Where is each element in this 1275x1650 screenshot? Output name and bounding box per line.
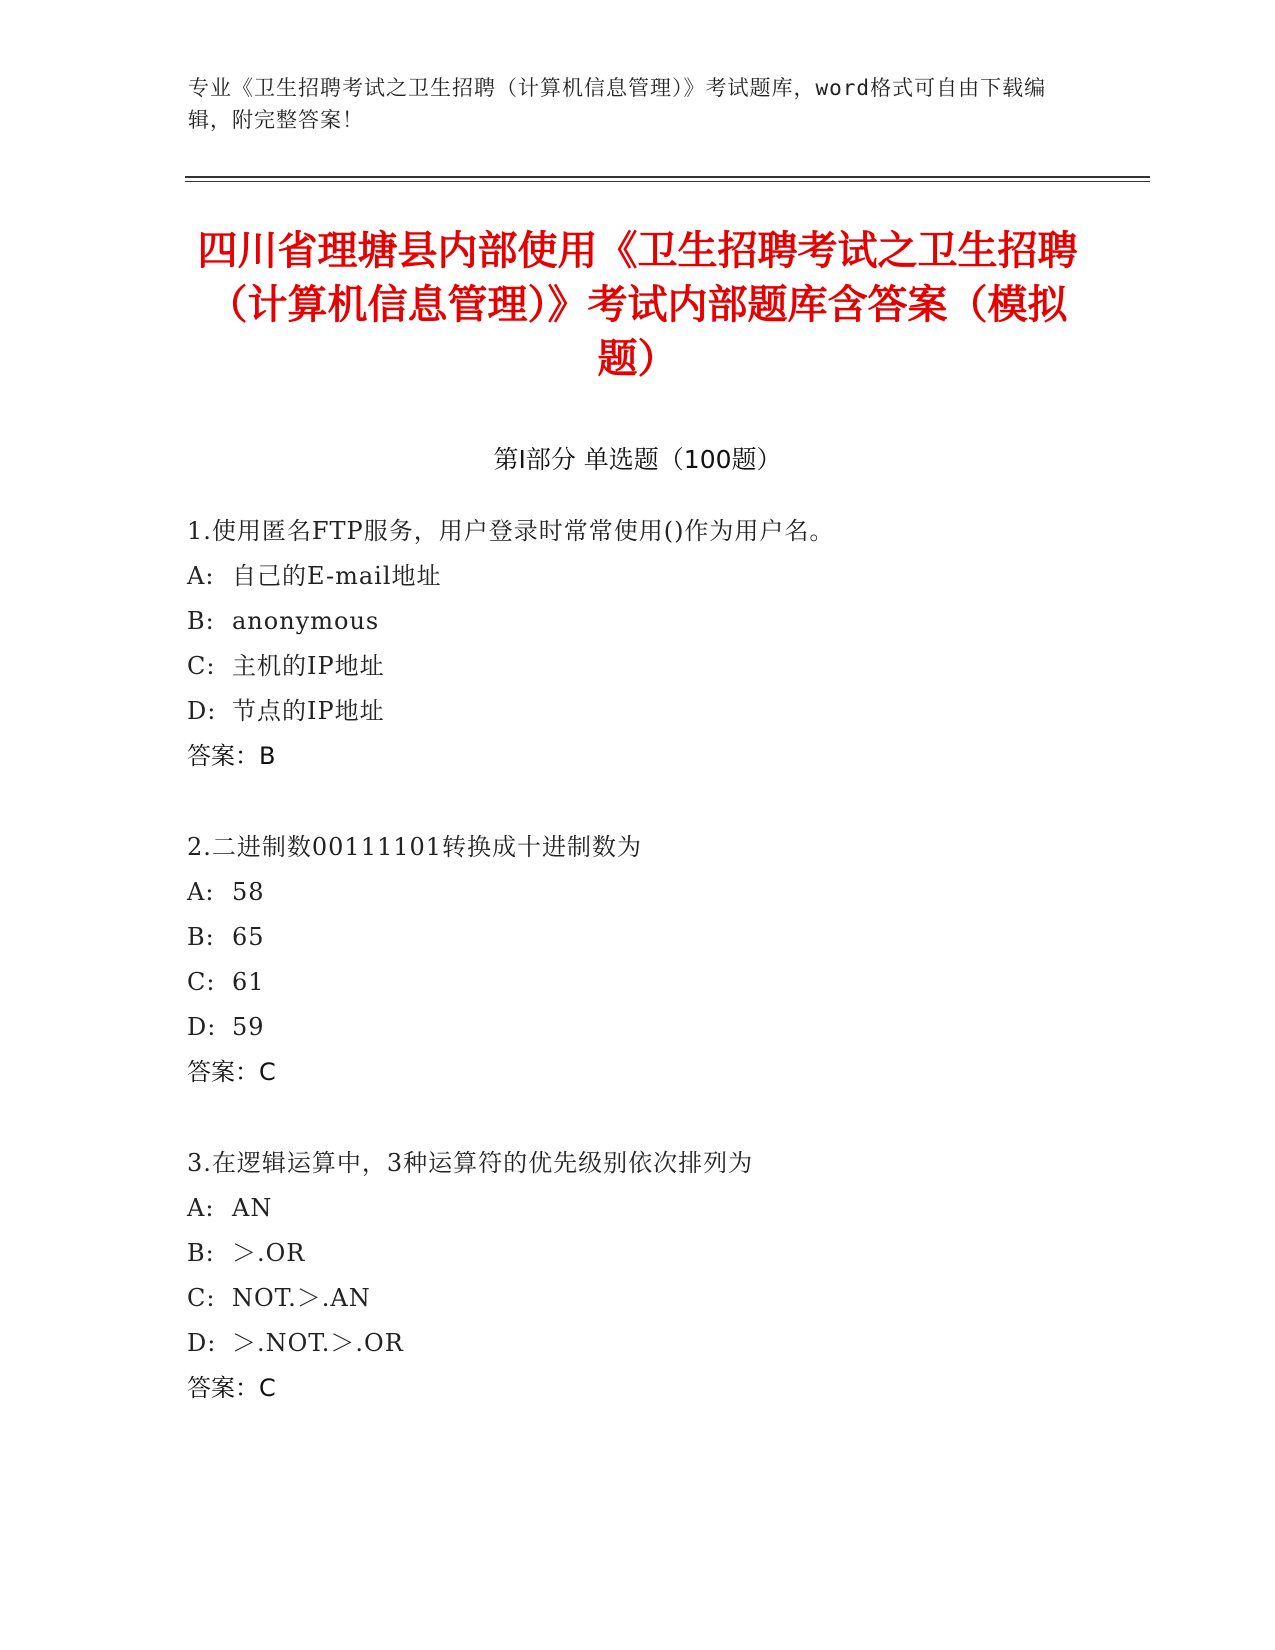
option-key: D: bbox=[187, 1013, 217, 1041]
option-text: AN bbox=[232, 1194, 273, 1222]
option-text: 58 bbox=[232, 878, 265, 906]
answer-label: 答案： bbox=[187, 1374, 259, 1402]
option-d bbox=[187, 689, 1087, 734]
answer-line bbox=[187, 1366, 1087, 1411]
question-text: 3.在逻辑运算中，3种运算符的优先级别依次排列为 bbox=[187, 1149, 754, 1177]
answer-value: C bbox=[259, 1374, 276, 1402]
option-text: 59 bbox=[232, 1013, 265, 1041]
option-text: NOT.＞.AN bbox=[232, 1284, 371, 1312]
option-text: ＞.OR bbox=[232, 1239, 306, 1267]
section-heading: 第Ⅰ部分 单选题（100题） bbox=[493, 445, 782, 474]
option-key: C: bbox=[187, 1284, 216, 1312]
question-1 bbox=[187, 509, 1087, 779]
option-key: A: bbox=[187, 1194, 215, 1222]
option-key: B: bbox=[187, 607, 215, 635]
answer-value: C bbox=[259, 1058, 276, 1086]
option-key: A: bbox=[187, 878, 215, 906]
option-b bbox=[187, 599, 1087, 644]
option-c bbox=[187, 1276, 1087, 1321]
option-key: B: bbox=[187, 1239, 215, 1267]
option-key: D: bbox=[187, 697, 217, 725]
question-2 bbox=[187, 825, 1087, 1095]
option-key: C: bbox=[187, 652, 216, 680]
option-d bbox=[187, 1005, 1087, 1050]
answer-line bbox=[187, 1050, 1087, 1095]
header-divider-thick bbox=[185, 176, 1150, 178]
option-d bbox=[187, 1321, 1087, 1366]
option-key: D: bbox=[187, 1329, 217, 1357]
option-text: 自己的E-mail地址 bbox=[232, 562, 442, 590]
option-text: 节点的IP地址 bbox=[232, 697, 385, 725]
option-text: ＞.NOT.＞.OR bbox=[232, 1329, 404, 1357]
option-c bbox=[187, 644, 1087, 689]
option-key: A: bbox=[187, 562, 215, 590]
option-text: 主机的IP地址 bbox=[232, 652, 385, 680]
answer-label: 答案： bbox=[187, 1058, 259, 1086]
question-3 bbox=[187, 1141, 1087, 1411]
option-c bbox=[187, 960, 1087, 1005]
question-text: 2.二进制数00111101转换成十进制数为 bbox=[187, 833, 643, 861]
option-a bbox=[187, 870, 1087, 915]
option-key: B: bbox=[187, 923, 215, 951]
header-note: 专业《卫生招聘考试之卫生招聘（计算机信息管理）》考试题库，word格式可自由下载编辑，附完整答案！ bbox=[188, 76, 1047, 132]
answer-line bbox=[187, 734, 1087, 779]
option-a bbox=[187, 554, 1087, 599]
header-divider-thin bbox=[185, 181, 1150, 182]
option-a bbox=[187, 1186, 1087, 1231]
option-text: 61 bbox=[232, 968, 265, 996]
question-text: 1.使用匿名FTP服务，用户登录时常常使用()作为用户名。 bbox=[187, 517, 835, 545]
document-title: 四川省理塘县内部使用《卫生招聘考试之卫生招聘（计算机信息管理）》考试内部题库含答案（模拟题） bbox=[197, 228, 1078, 382]
option-key: C: bbox=[187, 968, 216, 996]
option-text: anonymous bbox=[232, 607, 380, 635]
option-b bbox=[187, 915, 1087, 960]
answer-value: B bbox=[259, 742, 276, 770]
option-b bbox=[187, 1231, 1087, 1276]
option-text: 65 bbox=[232, 923, 265, 951]
answer-label: 答案： bbox=[187, 742, 259, 770]
